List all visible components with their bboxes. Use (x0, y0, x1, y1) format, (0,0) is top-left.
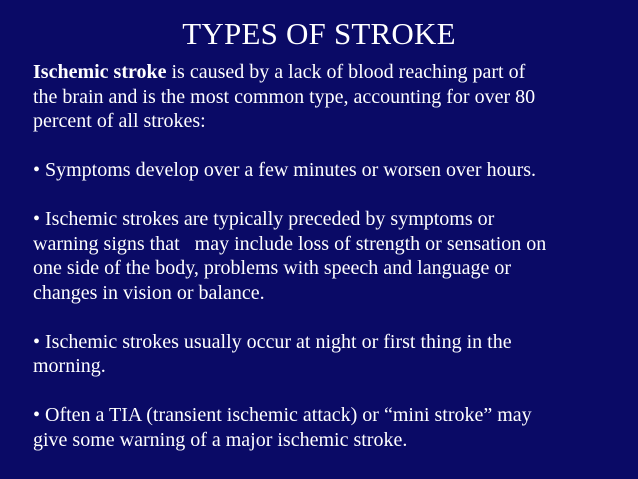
intro-line-1-rest: is caused by a lack of blood reaching part of (166, 61, 526, 83)
slide-body (33, 60, 633, 452)
spacer (33, 134, 633, 159)
spacer (33, 305, 633, 330)
bullet-4-line-2: give some warning of a major ischemic stroke. (33, 428, 408, 451)
intro-line-3: percent of all strokes: (33, 110, 206, 132)
bullet-2-line-3: one side of the body, problems with speech and language or (33, 257, 512, 279)
bullet-2-line-1: • Ischemic strokes are typically preceded by symptoms or (33, 208, 495, 230)
spacer (33, 379, 633, 404)
bullet-2-line-4: changes in vision or balance. (33, 281, 265, 304)
bullet-3-line-2: morning. (33, 355, 106, 377)
slide-title: TYPES OF STROKE (182, 16, 456, 51)
intro-line-1 (33, 60, 633, 85)
spacer (33, 183, 633, 208)
intro-bold-term: Ischemic stroke (33, 61, 167, 83)
bullet-2-line-2: warning signs that may include loss of strength or sensation on (33, 232, 547, 255)
bullet-1-line-1: • Symptoms develop over a few minutes or worsen over hours. (33, 159, 537, 181)
intro-line-2: the brain and is the most common type, accounting for over 80 (33, 85, 536, 108)
bullet-3-line-1: • Ischemic strokes usually occur at night or first thing in the (33, 330, 512, 353)
bullet-4-line-1: • Often a TIA (transient ischemic attack) or “mini stroke” may (33, 404, 532, 426)
